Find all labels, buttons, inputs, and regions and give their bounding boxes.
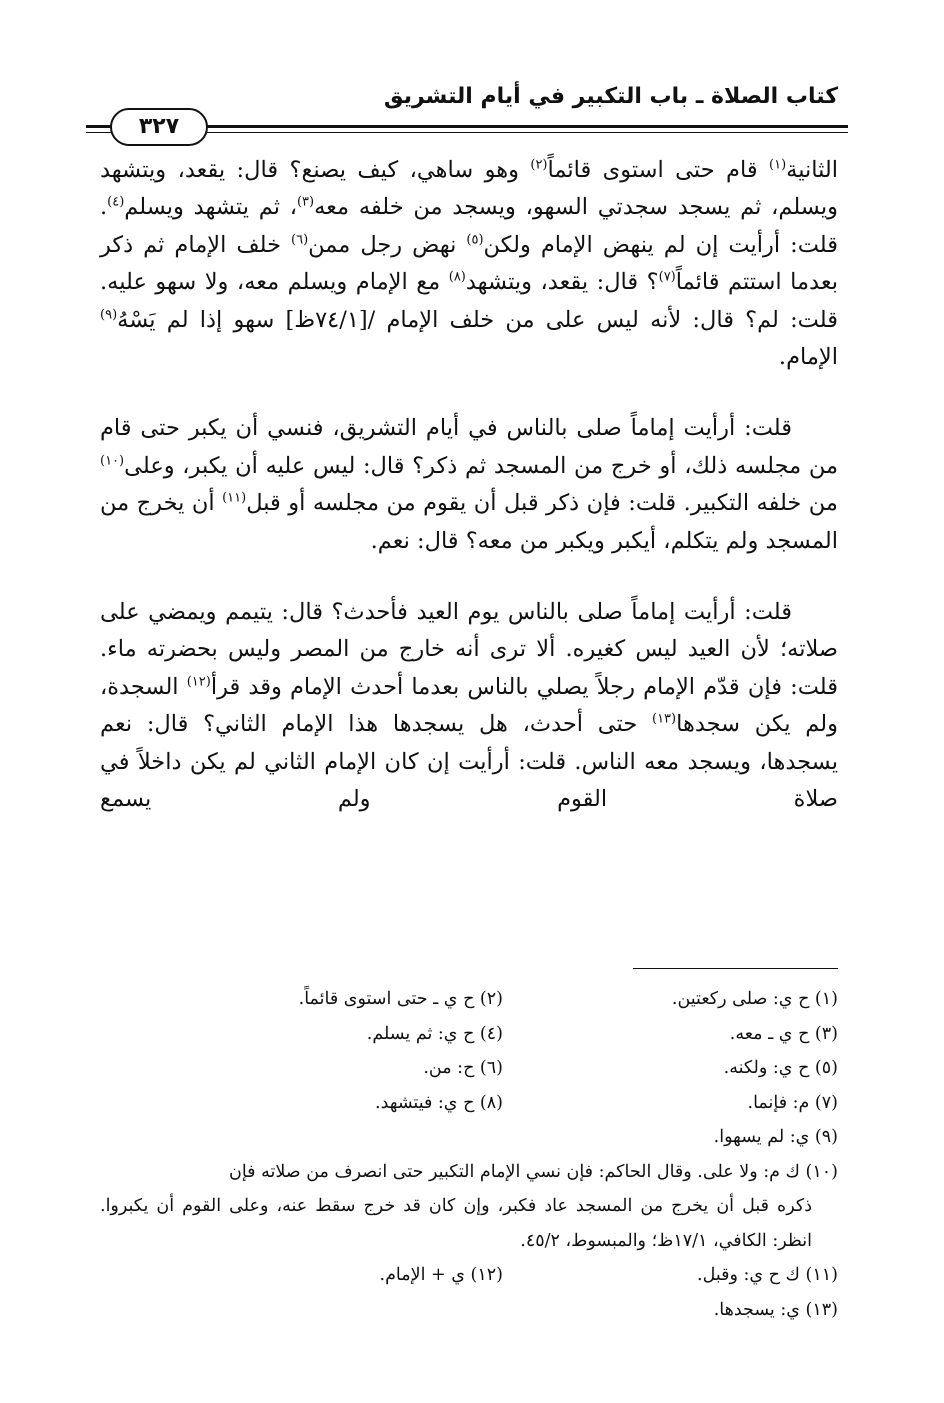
text-run: الثانية — [786, 157, 839, 183]
text-run: . قلت: أرأيت إن لم ينهض الإمام ولكن — [100, 194, 839, 258]
footnote-row — [100, 1017, 838, 1052]
footnote-ref-4: (٤) — [107, 194, 125, 210]
footnote-8: (٨) ح ي: فيتشهد. — [375, 1092, 503, 1113]
footnote-4: (٤) ح ي: ثم يسلم. — [366, 1023, 503, 1044]
footnote-7: (٧) م: فإنما. — [747, 1092, 838, 1113]
text-run: أن يخرج من المسجد ولم يتكلم، أيكبر ويكبر من معه؟ قال: نعم. — [100, 490, 838, 554]
footnote-ref-3: (٣) — [296, 194, 315, 210]
text-run: حتى أحدث، هل يسجدها هذا الإمام الثاني؟ قال: نعم يسجدها، ويسجد معه الناس. قلت: أرأيت إن كان الإمام الثاني لم يكن داخلاً في صلاة القوم ولم يسمع — [100, 711, 838, 813]
footnotes — [100, 982, 838, 1327]
footnote-11: (١١) ك ح ي: وقبل. — [697, 1265, 838, 1285]
footnote-row — [100, 1293, 838, 1328]
footnote-6: (٦) ح: من. — [423, 1058, 503, 1078]
paragraph-3 — [100, 594, 838, 818]
text-run: ؟ قال: يقعد، ويتشهد — [465, 269, 659, 296]
footnote-row — [100, 1051, 838, 1086]
footnote-ref-7: (٧) — [658, 269, 676, 285]
text-run: من خلفه التكبير. قلت: فإن ذكر قبل أن يقوم من مجلسه أو قبل — [246, 490, 838, 517]
footnote-ref-9: (٩) — [100, 307, 118, 323]
footnote-ref-5: (٥) — [466, 232, 484, 248]
text-run: الإمام. — [778, 344, 838, 371]
footnote-separator — [633, 968, 838, 969]
footnote-ref-6: (٦) — [291, 232, 309, 248]
footnote-12: (١٢) ي + الإمام. — [379, 1265, 503, 1285]
text-run: قلت: أرأيت إماماً صلى بالناس في أيام التشريق، فنسي أن يكبر حتى قام من مجلسه ذلك، أو خرج من المسجد ثم ذكر؟ قال: ليس عليه أن يكبر، وعلى — [100, 415, 838, 479]
paragraph-2 — [100, 410, 838, 560]
text-run: نهض رجل ممن — [308, 231, 467, 258]
footnote-row — [100, 1120, 838, 1155]
text-run: ، ثم يتشهد ويسلم — [124, 194, 297, 221]
footnote-9: (٩) ي: لم يسهوا. — [713, 1127, 838, 1147]
footnote-ref-2: (٢) — [530, 157, 548, 173]
text-run: وهو ساهي، كيف يصنع؟ قال: يقعد، ويتشهد ويسلم، ثم يسجد سجدتي السهو، ويسجد من خلفه معه — [100, 157, 838, 221]
footnote-3: (٣) ح ي ـ معه. — [729, 1023, 838, 1044]
footnote-row — [100, 1086, 838, 1121]
footnote-ref-11: (١١) — [222, 490, 247, 506]
footnote-row — [100, 1258, 838, 1293]
text-run: قام حتى استوى قائماً — [547, 157, 769, 183]
footnote-ref-13: (١٣) — [651, 711, 677, 727]
footnote-5: (٥) ح ي: ولكنه. — [723, 1058, 838, 1078]
main-text — [100, 152, 838, 819]
footnote-1: (١) ح ي: صلى ركعتين. — [671, 989, 838, 1009]
footnote-ref-10: (١٠) — [100, 453, 125, 469]
footnote-2: (٢) ح ي ـ حتى استوى قائماً. — [298, 989, 503, 1009]
footnote-ref-1: (١) — [769, 157, 787, 173]
text-run: خلف الإمام ثم ذكر بعدما استتم قائماً — [100, 231, 838, 296]
footnote-ref-12: (١٢) — [186, 674, 211, 690]
footnote-10 — [100, 1155, 838, 1259]
running-title: كتاب الصلاة ـ باب التكبير في أيام التشريق — [383, 84, 838, 109]
text-run: قلت: أرأيت إماماً صلى بالناس يوم العيد فأحدث؟ قال: يتيمم ويمضي على صلاته؛ لأن العيد ليس كغيره. ألا ترى أنه خارج من المصر وليس بحضرته ماء. قلت: فإن قدّم الإمام رجلاً يصلي بالناس بعدما أحدث الإمام وقد قرأ — [100, 599, 838, 700]
footnote-10-line-1: (١٠) ك م: ولا على. وقال الحاكم: فإن نسي الإمام التكبير حتى انصرف من صلاته فإن — [229, 1161, 838, 1182]
text-run: السجدة، ولم يكن سجدها — [100, 673, 838, 738]
footnote-10-continuation: ذكره قبل أن يخرج من المسجد عاد فكبر، وإن كان قد خرج سقط عنه، وعلى القوم أن يكبروا. انظر: الكافي، ١٧/١ظ؛ والمبسوط، ٤٥/٢. — [100, 1196, 812, 1251]
text-run: مع الإمام ويسلم معه، ولا سهو عليه. قلت: لم؟ قال: لأنه ليس على من خلف الإمام /[٧٤/١ظ] سهو إذا لم يَسْهُ — [100, 269, 838, 333]
page-number: ٣٢٧ — [110, 108, 208, 146]
footnote-13: (١٣) ي: يسجدها. — [713, 1299, 838, 1320]
footnote-ref-8: (٨) — [448, 269, 466, 285]
footnote-row — [100, 982, 838, 1017]
paragraph-1 — [100, 152, 838, 376]
